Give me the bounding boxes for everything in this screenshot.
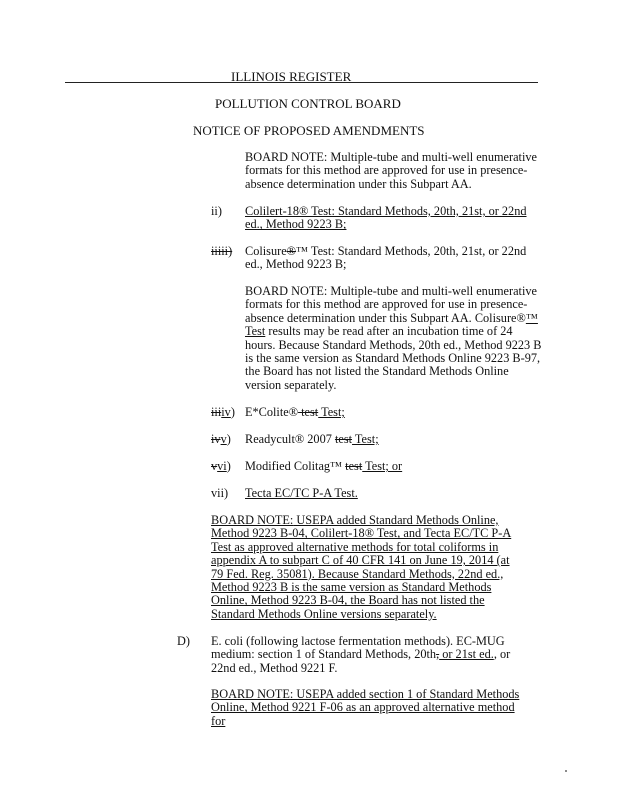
notice-title: NOTICE OF PROPOSED AMENDMENTS <box>193 123 425 138</box>
item-vi-label-new: vi <box>217 459 227 473</box>
item-v-label-new: v <box>220 432 227 446</box>
item-iv-text-a: E*Colite® <box>245 405 299 419</box>
item-v-label <box>211 433 231 446</box>
item-vi-label-end: ) <box>226 459 231 473</box>
board-note-2-c: results may be read after an incubation time of 24 hours. Because Standard Methods, 20th ed., Method 9223 B is the same version as Standard Methods Online 9223 B-97, the Board has not listed the Standard Methods Online version separately. <box>245 324 542 392</box>
item-v-label-old: iv <box>211 432 221 446</box>
register-title: ILLINOIS REGISTER <box>231 69 352 84</box>
item-iii-text-c: ™ Test: Standard Methods, 20th, 21st, or 22nd ed., Method 9223 B; <box>245 244 527 272</box>
board-title: POLLUTION CONTROL BOARD <box>215 96 401 111</box>
item-D-text-a: E. coli (following lactose fermentation methods). EC-MUG medium: section 1 of Standard Methods, 20th <box>211 634 505 662</box>
item-D-text <box>211 635 527 675</box>
item-D-text-c: or 21st ed. <box>439 647 494 662</box>
item-ii-label: ii) <box>211 204 222 218</box>
item-iii-text-a: Colisure <box>245 244 287 258</box>
item-ii-text <box>245 205 545 232</box>
item-ii-text-a: Colilert-18® Test: Standard Methods, 20th, 21st, or 22nd ed., Method 9223 B; <box>245 204 527 232</box>
item-vi-text-b: test <box>345 459 363 473</box>
item-D-text-d: , or 22nd ed., Method 9221 F. <box>211 647 511 675</box>
item-iii-text <box>245 245 545 272</box>
item-iv-label <box>211 406 235 419</box>
item-iv-label-c: ) <box>230 405 235 419</box>
item-v-text-c: Test; <box>352 432 379 446</box>
item-D-label: D) <box>177 634 190 648</box>
item-iv-label-a: iii <box>211 405 222 419</box>
item-iii-text-b: ® <box>286 244 297 258</box>
item-vi-label-old: v <box>211 459 218 473</box>
board-note-3 <box>211 514 524 621</box>
item-iii-label: iiiii) <box>211 244 233 258</box>
page-speck <box>565 770 567 772</box>
item-vi-text-c: Test; or <box>362 459 403 473</box>
item-iv-label-b: iv <box>221 405 231 419</box>
board-note-4: BOARD NOTE: USEPA added section 1 of Standard Methods Online, Method 9221 F-06 as an approved alternative method for <box>211 687 520 728</box>
board-note-2-b: ™ Test <box>245 310 538 339</box>
item-iv-text <box>245 406 545 419</box>
item-iv-text-b: test <box>298 405 319 419</box>
board-note-3-lead: BOARD NOTE: <box>211 513 294 527</box>
item-vi-text <box>245 460 545 473</box>
item-vi-label <box>211 460 231 473</box>
item-v-text-b: test <box>334 432 353 446</box>
item-vii-label: vii) <box>211 486 229 500</box>
item-v-text-a: Readycult® 2007 <box>245 432 335 446</box>
item-D-text-b: , <box>436 647 440 662</box>
item-vi-text-a: Modified Colitag™ <box>245 459 346 473</box>
board-note-2-a: BOARD NOTE: Multiple-tube and multi-well enumerative formats for this method are approved for use in presence-absence determination under this Subpart AA. Colisure® <box>245 284 537 325</box>
board-note-1: BOARD NOTE: Multiple-tube and multi-well enumerative formats for this method are approved for use in presence-absence determination under this Subpart AA. <box>245 150 537 191</box>
item-v-text <box>245 433 545 446</box>
item-v-label-end: ) <box>226 432 231 446</box>
item-iv-text-c: Test; <box>318 405 345 419</box>
board-note-3-body: USEPA added Standard Methods Online, Method 9223 B-04, Colilert-18® Test, and Tecta EC/TC P-A Test as approved alternative methods for total coliforms in appendix A to subpart C of 40 CFR 141 on June 19, 2014 (at 79 Fed. Reg. 35081). Because Standard Methods, 22nd ed., Method 9223 B is the same version as Standard Methods Online, Method 9223 B-04, the Board has not listed the Standard Methods Online versions separately. <box>211 513 512 621</box>
item-vii-text: Tecta EC/TC P-A Test. <box>245 486 358 500</box>
board-note-2 <box>245 285 545 392</box>
